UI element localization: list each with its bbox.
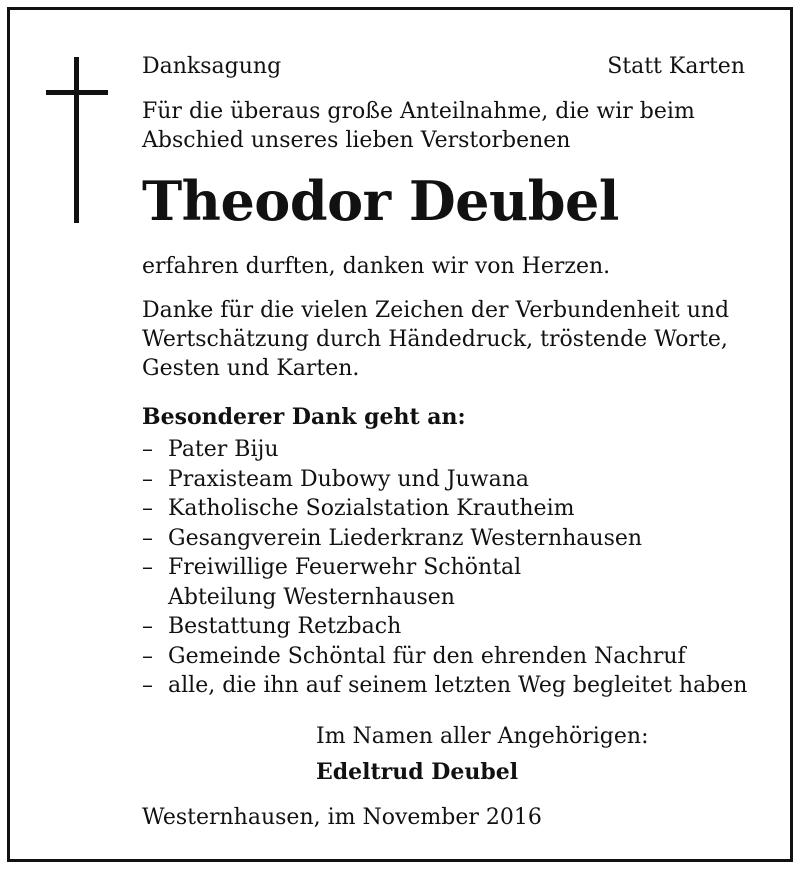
list-item-text: Gesangverein Liederkranz Westernhausen [168,525,643,551]
list-dash: – [142,643,153,669]
list-dash: – [142,496,153,521]
paragraph-line: Danke für die vielen Zeichen der Verbundenheit und [142,298,730,323]
special-thanks-title: Besonderer Dank geht an: [142,404,466,430]
list-item-text: Gemeinde Schöntal für den ehrenden Nachruf [168,643,686,669]
cross-icon [74,57,79,223]
paragraph-line: Wertschätzung durch Händedruck, tröstende Worte, [142,327,728,352]
list-dash: – [142,555,153,580]
list-item-text: alle, die ihn auf seinem letzten Weg begleitet haben [168,673,748,698]
place-date: Westernhausen, im November 2016 [142,805,542,830]
list-dash: – [142,525,153,551]
cross-icon-bar [46,90,108,95]
deceased-name: Theodor Deubel [142,169,619,233]
after-name-text: erfahren durften, danken wir von Herzen. [142,254,611,279]
list-item-text: Pater Biju [168,437,279,462]
list-item-text: Katholische Sozialstation Krautheim [168,496,575,521]
thanks-paragraph [142,296,729,383]
paragraph-line: Gesten und Karten. [142,356,360,381]
list-dash: – [142,614,153,639]
list-item-text: Bestattung Retzbach [168,614,402,639]
list-dash: – [142,437,153,462]
intro-line: Abschied unseres lieben Verstorbenen [142,128,571,153]
list-item-text: Abteilung Westernhausen [168,584,455,610]
header-title: Danksagung [142,54,282,79]
list-dash: – [142,466,153,492]
list-item-text: Freiwillige Feuerwehr Schöntal [168,555,522,580]
signature-name: Edeltrud Deubel [316,759,519,785]
signature-intro: Im Namen aller Angehörigen: [316,724,649,749]
intro-text [142,97,695,155]
list-item [142,435,747,465]
special-thanks-list [142,435,747,701]
list-item [142,612,747,642]
obituary-frame [7,7,793,862]
list-dash: – [142,673,153,698]
list-item-text: Praxisteam Dubowy und Juwana [168,466,530,492]
intro-line: Für die überaus große Anteilnahme, die wir beim [142,99,695,124]
list-item [142,553,747,583]
list-item [142,642,747,672]
list-item [142,671,747,701]
list-item [142,465,747,495]
list-item [142,524,747,554]
header-note: Statt Karten [607,54,745,79]
list-item-continuation [142,583,747,613]
list-item [142,494,747,524]
